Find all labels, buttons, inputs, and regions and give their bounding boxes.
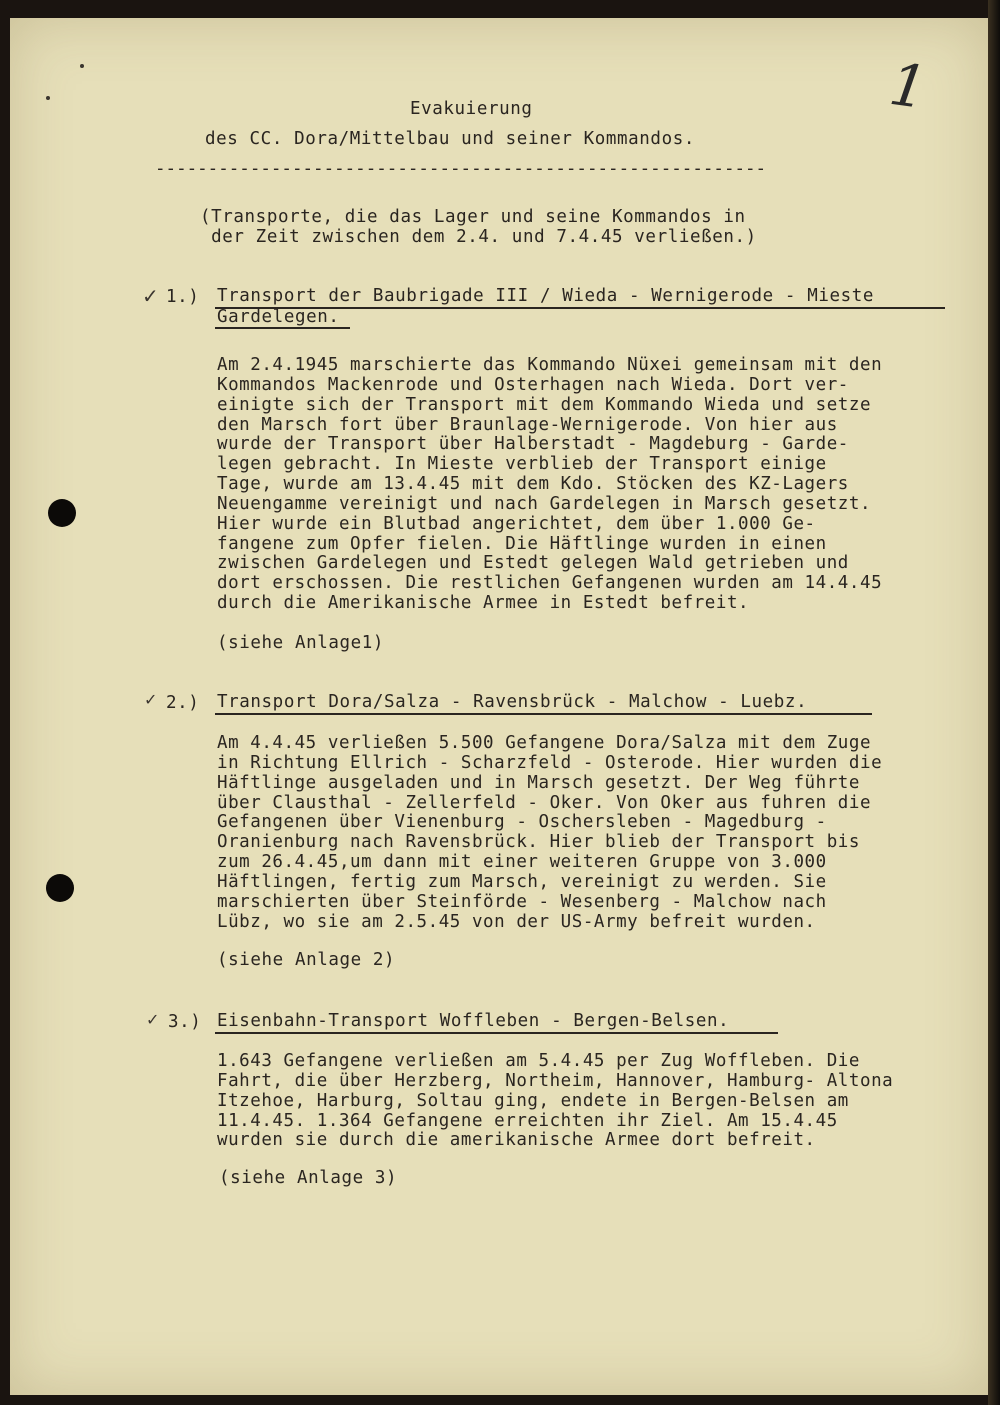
section-number: 2.) xyxy=(166,693,200,713)
section-body xyxy=(217,356,882,614)
body-line: wurden sie durch die amerikanische Armee dort befreit. xyxy=(217,1130,816,1151)
annex-reference: (siehe Anlage 3) xyxy=(219,1168,398,1188)
body-line: wurde der Transport über Halberstadt - Magdeburg - Garde- xyxy=(217,434,849,455)
body-line: Tage, wurde am 13.4.45 mit dem Kdo. Stöcken des KZ-Lagers xyxy=(217,474,849,495)
section-number: 3.) xyxy=(168,1012,202,1032)
body-line: Am 2.4.1945 marschierte das Kommando Nüxei gemeinsam mit den xyxy=(217,355,883,375)
punch-hole-bottom xyxy=(46,874,74,902)
body-line: Am 4.4.45 verließen 5.500 Gefangene Dora/Salza mit dem Zuge xyxy=(217,733,872,753)
body-line: Lübz, wo sie am 2.5.45 von der US-Army befreit wurden. xyxy=(217,911,816,932)
annex-reference: (siehe Anlage 2) xyxy=(217,950,396,970)
section-body xyxy=(217,1052,893,1151)
body-line: Gefangenen über Vienenburg - Oschersleben - Magedburg - xyxy=(217,812,827,833)
section-heading-cont: Gardelegen. xyxy=(217,307,340,327)
body-line: 1.643 Gefangene verließen am 5.4.45 per Zug Woffleben. Die xyxy=(217,1051,860,1071)
body-line: Hier wurde ein Blutbad angerichtet, dem über 1.000 Ge- xyxy=(217,513,816,534)
page-edge-shadow xyxy=(988,0,1000,1405)
handwritten-page-number: 1 xyxy=(885,49,932,123)
section-heading: Eisenbahn-Transport Woffleben - Bergen-Belsen. xyxy=(217,1011,730,1031)
checkmark-icon: ✓ xyxy=(144,690,158,709)
body-line: Fahrt, die über Herzberg, Northeim, Hannover, Hamburg- Altona xyxy=(217,1070,894,1091)
heading-underline xyxy=(215,327,350,329)
intro-note-line-1: (Transporte, die das Lager und seine Kommandos in xyxy=(200,207,746,227)
body-line: in Richtung Ellrich - Scharzfeld - Osterode. Hier wurden die xyxy=(217,752,883,773)
body-line: Kommandos Mackenrode und Osterhagen nach Wieda. Dort ver- xyxy=(217,374,849,395)
body-line: zum 26.4.45,um dann mit einer weiteren Gruppe von 3.000 xyxy=(217,852,827,873)
heading-underline xyxy=(215,713,872,715)
body-line: Häftlingen, fertig zum Marsch, vereinigt zu werden. Sie xyxy=(217,871,827,892)
section-heading: Transport der Baubrigade III / Wieda - Wernigerode - Mieste xyxy=(217,286,875,306)
body-line: dort erschossen. Die restlichen Gefangenen wurden am 14.4.45 xyxy=(217,573,883,594)
body-line: über Clausthal - Zellerfeld - Oker. Von Oker aus fuhren die xyxy=(217,792,872,813)
document-title: Evakuierung xyxy=(410,99,533,119)
body-line: Oranienburg nach Ravensbrück. Hier blieb der Transport bis xyxy=(217,832,860,853)
body-line: Häftlinge ausgeladen und in Marsch gesetzt. Der Weg führte xyxy=(217,772,860,793)
body-line: marschierten über Steinförde - Wesenberg - Malchow nach xyxy=(217,891,827,912)
section-heading: Transport Dora/Salza - Ravensbrück - Malchow - Luebz. xyxy=(217,692,808,712)
body-line: legen gebracht. In Mieste verblieb der Transport einige xyxy=(217,454,827,475)
intro-note-line-2: der Zeit zwischen dem 2.4. und 7.4.45 verließen.) xyxy=(200,227,757,247)
body-line: einigte sich der Transport mit dem Kommando Wieda und setze xyxy=(217,394,872,415)
body-line: Itzehoe, Harburg, Soltau ging, endete in Bergen-Belsen am xyxy=(217,1090,849,1111)
annex-reference: (siehe Anlage1) xyxy=(217,633,385,653)
separator-line: ---------------------------------------------------------- xyxy=(155,159,767,179)
section-body xyxy=(217,734,882,932)
body-line: fangene zum Opfer fielen. Die Häftlinge wurden in einen xyxy=(217,533,827,554)
body-line: 11.4.45. 1.364 Gefangene erreichten ihr Ziel. Am 15.4.45 xyxy=(217,1110,838,1131)
checkmark-icon: ✓ xyxy=(146,1010,160,1029)
heading-underline xyxy=(215,1032,778,1034)
ink-smudge xyxy=(80,64,84,68)
punch-hole-top xyxy=(48,499,76,527)
body-line: durch die Amerikanische Armee in Estedt befreit. xyxy=(217,593,750,614)
body-line: den Marsch fort über Braunlage-Wernigerode. Von hier aus xyxy=(217,414,838,435)
ink-smudge xyxy=(46,96,50,100)
body-line: zwischen Gardelegen und Estedt gelegen Wald getrieben und xyxy=(217,553,849,574)
section-number: 1.) xyxy=(166,287,200,307)
body-line: Neuengamme vereinigt und nach Gardelegen in Marsch gesetzt. xyxy=(217,493,872,514)
document-subtitle: des CC. Dora/Mittelbau und seiner Kommandos. xyxy=(205,129,695,149)
checkmark-icon: ✓ xyxy=(142,284,159,308)
